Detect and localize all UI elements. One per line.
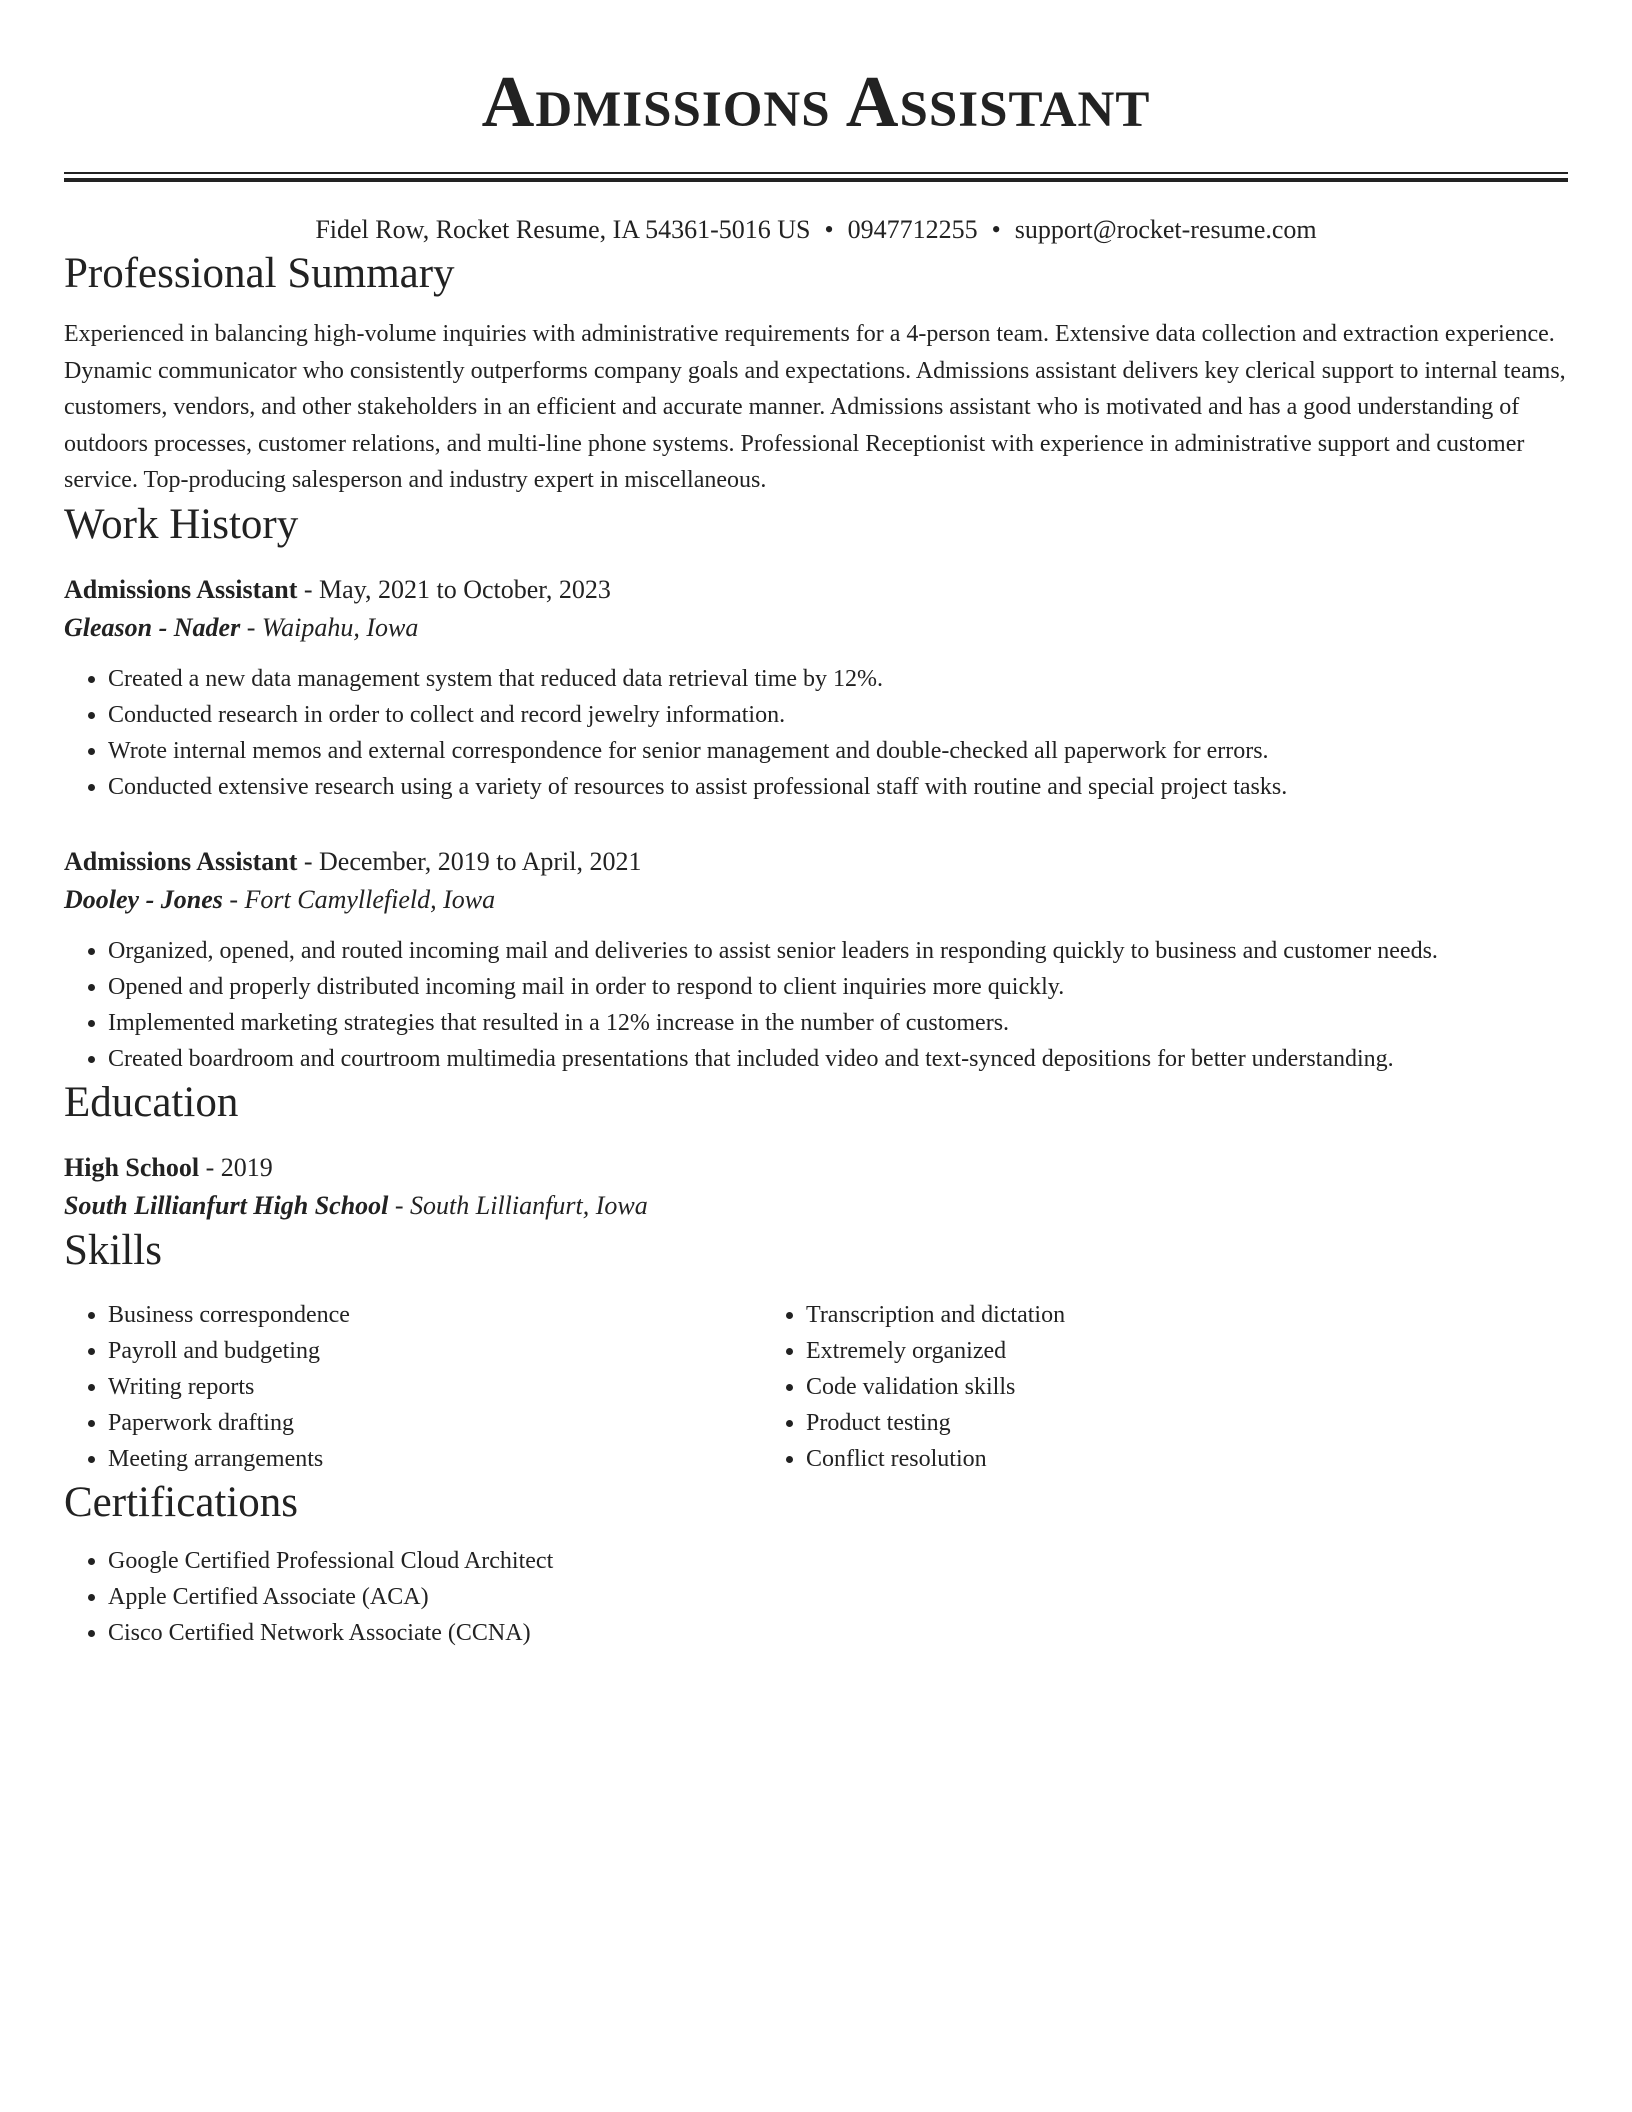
job-title-line	[64, 843, 1568, 881]
job-company-line	[64, 609, 1568, 647]
skill-item: • Product testing	[806, 1405, 1460, 1441]
job-dates: - December, 2019 to April, 2021	[297, 846, 642, 876]
job-company: Gleason - Nader	[64, 612, 241, 642]
summary-heading: Professional Summary	[64, 250, 455, 297]
job-role: Admissions Assistant	[64, 574, 298, 604]
job-title-line	[64, 571, 1568, 609]
job-bullet: • Wrote internal memos and external correspondence for senior management and double-checked all paperwork for errors.	[108, 733, 1568, 769]
skill-item: • Conflict resolution	[806, 1441, 1460, 1477]
certifications-heading: Certifications	[64, 1478, 299, 1526]
skill-item: • Paperwork drafting	[108, 1405, 762, 1441]
contact-line	[64, 212, 1568, 248]
skill-item: • Writing reports	[108, 1369, 762, 1405]
job-bullet: • Conducted research in order to collect and record jewelry information.	[108, 697, 1568, 733]
job-bullet: • Implemented marketing strategies that resulted in a 12% increase in the number of customers.	[108, 1005, 1568, 1041]
job-bullet-list	[64, 933, 1568, 1077]
contact-phone: 0947712255	[847, 215, 978, 244]
job-bullet: • Opened and properly distributed incoming mail in order to respond to client inquiries more quickly.	[108, 969, 1568, 1005]
certifications-list	[64, 1543, 1568, 1651]
skills-column-left	[64, 1297, 762, 1477]
job-company-line	[64, 881, 1568, 919]
contact-separator: •	[824, 215, 834, 244]
education-entry	[64, 1149, 1568, 1225]
job-bullet: • Created boardroom and courtroom multimedia presentations that included video and text-synced depositions for better understanding.	[108, 1041, 1568, 1077]
certification-item: • Google Certified Professional Cloud Architect	[108, 1543, 1568, 1579]
certification-item: • Apple Certified Associate (ACA)	[108, 1579, 1568, 1615]
job-company: Dooley - Jones	[64, 884, 223, 914]
skill-item: • Meeting arrangements	[108, 1441, 762, 1477]
job-bullet-list	[64, 661, 1568, 805]
education-heading: Education	[64, 1078, 239, 1126]
education-school-line	[64, 1187, 1568, 1225]
work-history-heading: Work History	[64, 500, 299, 548]
education-year: - 2019	[199, 1152, 273, 1182]
job-entry	[64, 843, 1568, 1077]
resume-title: Admissions Assistant	[481, 61, 1151, 142]
job-dates: - May, 2021 to October, 2023	[297, 574, 611, 604]
skill-item: • Transcription and dictation	[806, 1297, 1460, 1333]
job-location: - Waipahu, Iowa	[240, 612, 419, 642]
job-role: Admissions Assistant	[64, 846, 298, 876]
job-bullet: • Conducted extensive research using a variety of resources to assist professional staff with routine and special project tasks.	[108, 769, 1568, 805]
job-bullet: • Organized, opened, and routed incoming mail and deliveries to assist senior leaders in responding quickly to business and customer needs.	[108, 933, 1568, 969]
summary-text: Experienced in balancing high-volume inquiries with administrative requirements for a 4-person team. Extensive data collection and extraction experience. Dynamic communicator who consistently outperforms company goals and expectations. Admissions assistant delivers key clerical support to internal teams, customers, vendors, and other stakeholders in an efficient and accurate manner. Admissions assistant who is motivated and has a good understanding of outdoors processes, customer relations, and multi-line phone systems. Professional Receptionist with experience in administrative support and customer service. Top-producing salesperson and industry expert in miscellaneous.	[64, 321, 1566, 493]
skills-column-right	[762, 1297, 1460, 1477]
education-school: South Lillianfurt High School	[64, 1190, 389, 1220]
contact-email: support@rocket-resume.com	[1014, 215, 1317, 244]
job-location: - Fort Camyllefield, Iowa	[222, 884, 496, 914]
certification-item: • Cisco Certified Network Associate (CCNA)	[108, 1615, 1568, 1651]
skill-item: • Payroll and budgeting	[108, 1333, 762, 1369]
title-double-rule	[64, 172, 1568, 182]
job-bullet: • Created a new data management system that reduced data retrieval time by 12%.	[108, 661, 1568, 697]
job-entry	[64, 571, 1568, 805]
skill-item: • Business correspondence	[108, 1297, 762, 1333]
education-degree-line	[64, 1149, 1568, 1187]
contact-address: Fidel Row, Rocket Resume, IA 54361-5016 US	[315, 215, 811, 244]
education-degree: High School	[64, 1152, 200, 1182]
skill-item: • Code validation skills	[806, 1369, 1460, 1405]
contact-separator: •	[991, 215, 1001, 244]
skills-heading: Skills	[64, 1226, 162, 1274]
skill-item: • Extremely organized	[806, 1333, 1460, 1369]
skills-grid	[64, 1297, 1568, 1477]
education-location: - South Lillianfurt, Iowa	[388, 1190, 648, 1220]
